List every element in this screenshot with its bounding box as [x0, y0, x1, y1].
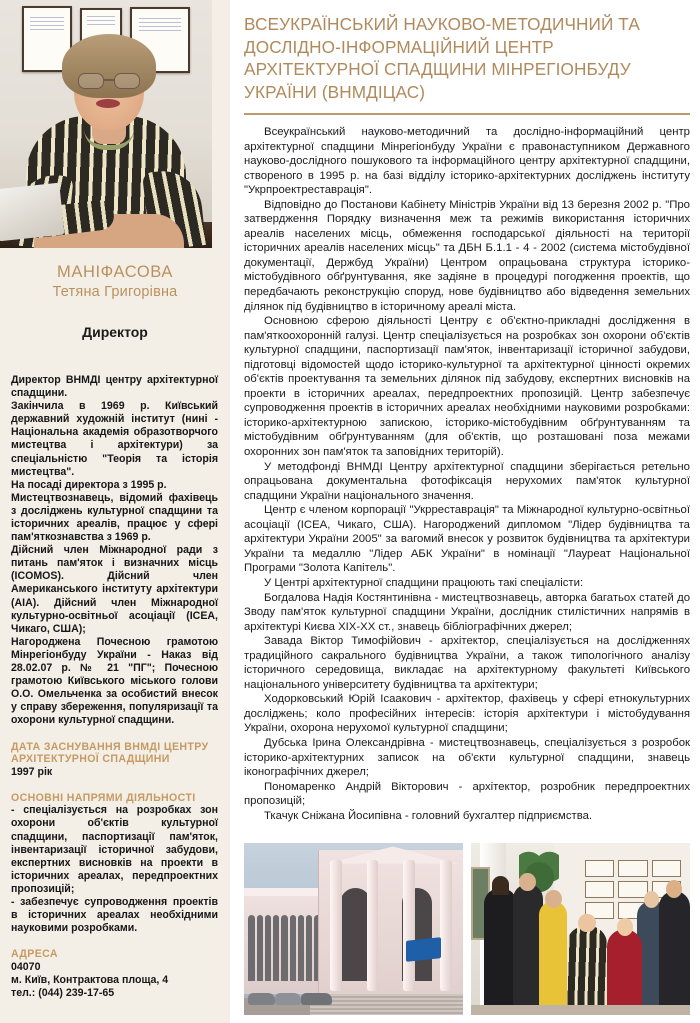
glasses-icon	[78, 73, 140, 88]
staff-person-seated	[607, 929, 642, 1015]
staff-person-head	[578, 914, 596, 933]
staff-person-head	[519, 873, 535, 891]
person-mouth	[96, 99, 120, 108]
sidebar	[0, 0, 230, 1023]
main-activities-section	[0, 792, 230, 936]
article-paragraph: Пономаренко Андрій Вікторович - архітектор, розробник передпроектних пропозицій;	[244, 780, 690, 808]
article-paragraph: Відповідно до Постанови Кабінету Міністрів України від 13 березня 2002 р. "Про затвердження Порядку визначення меж та режимів використання історичних ареалів населених місць, обмеження господарської діяльності на території історичних ареалів населених місць" та ДБН Б.1.1 - 4 - 2002 (система містобудівної документації, Держбуд України) Центром опрацьована структура історико-містобудівного обґрунтування, яке задіяне в процедурі погодження проектів, що передбачають реконструкцію споруд, нове будівництво або відведення земельних ділянок під будівництво в історичному ареалі міста.	[244, 198, 690, 313]
columns	[327, 860, 458, 991]
main-activities-list	[0, 804, 230, 935]
bio-paragraph: Директор ВНМДІ центру архітектурної спадщини.	[11, 373, 218, 400]
founding-date-section	[0, 741, 230, 779]
bio-paragraph: Нагороджена Почесною грамотою Мінрегіонбуду України - Наказ від 28.02.07 р. № 21 "ПГ"; Почесною грамотою Київського міського голови О.О. Омельченка за особистий внесок у справу збереження, популяризації та охорони культурної спадщини.	[11, 635, 218, 727]
founding-date-value: 1997 рік	[11, 765, 53, 778]
address-section	[0, 948, 230, 1000]
desk-papers	[0, 183, 65, 242]
bio-paragraph: Дійсний член Міжнародної ради з питань пам'яток і визначних місць (ICOMOS). Дійсний член Американського інституту архітектури (AIA). Дійсний член Міжнародної культурно-освітньої асоціації (ICEA, Чикаго, США);	[11, 544, 218, 635]
staff-person-hair	[492, 876, 510, 895]
parked-car	[301, 993, 332, 1005]
article-paragraph: Богдалова Надія Костянтинівна - мистецтвознавець, авторка багатьох статей до Зводу пам'яток культурної спадщини України, дослідник стилістичних напрямів в архітектурі Києва XIX-XX ст., знавець бібліографічних джерел;	[244, 591, 690, 633]
person-hair	[62, 34, 156, 98]
blue-banner	[406, 937, 441, 961]
article-paragraph: Всеукраїнський науково-методичний та дослідно-інформаційний центр архітектурної спадщини Мінрегіонбуду України є правонаступником Державного науково-дослідного пошукового та інформаційного центру архітектурної спадщини, створеного в 1995 р. на базі відділу історико-архітектурних досліджень інституту "Укрпроектреставрація".	[244, 126, 690, 197]
address-phone: тел.: (044) 239-17-65	[11, 987, 115, 1000]
address-details	[0, 961, 230, 1000]
article-body	[244, 125, 690, 823]
staff-person	[659, 891, 690, 1015]
arcade-arches	[248, 915, 320, 980]
parked-car	[275, 993, 301, 1005]
article-paragraph: У методфонді ВНМДІ Центру архітектурної спадщини зберігається ретельно опрацьована документальна фотофіксація нерухомих пам'яток культурної спадщини України національного значення.	[244, 460, 690, 502]
main-activities-heading: ОСНОВНІ НАПРЯМИ ДІЯЛЬНОСТІ	[11, 791, 196, 804]
bio-paragraph: Закінчила в 1969 р. Київський державний художній інститут (нині - Національна академія образотворчого мистецтва і архітектури) за спеціальністю "Теорія та історія мистецтва".	[11, 400, 218, 478]
title-divider	[244, 113, 690, 115]
director-biography	[0, 374, 230, 728]
entrance-steps	[310, 994, 463, 1015]
staff-group-photo	[471, 843, 690, 1015]
parked-car	[248, 993, 274, 1005]
staff-person-head	[617, 918, 633, 936]
staff-person-seated	[567, 926, 606, 1015]
article-paragraph: У Центрі архітектурної спадщини працюють такі спеціалісти:	[264, 576, 584, 589]
page-title: ВСЕУКРАЇНСЬКИЙ НАУКОВО-МЕТОДИЧНИЙ ТА ДОСЛІДНО-ІНФОРМАЦІЙНИЙ ЦЕНТР АРХІТЕКТУРНОЇ СПАДЩИНИ МІНРЕГІОНБУДУ УКРАЇНИ (ВНМДІЦАС)	[244, 14, 640, 102]
article-paragraph: Дубська Ірина Олександрівна - мистецтвознавець, спеціалізується з розробок історико-архітектурних записок на об'єкти культурної спадщини, знавець іконографічних джерел;	[244, 736, 690, 779]
building-cornice	[244, 888, 323, 897]
staff-person	[539, 901, 567, 1015]
activity-item: - спеціалізується на розробках зон охорони об'єктів культурної спадщини, паспортизації пам'яток, інвентаризації історичної забудови, експертних висновків на проекти в історичних ареалах, передпроектних пропозицій;	[11, 804, 218, 895]
main-content	[230, 0, 700, 1023]
founding-date-heading: ДАТА ЗАСНУВАННЯ ВНМДІ ЦЕНТРУ АРХІТЕКТУРНОЇ СПАДЩИНИ	[11, 740, 209, 766]
director-portrait-photo	[0, 0, 212, 248]
director-given-name: Тетяна Григорівна	[52, 284, 178, 301]
bio-paragraph: На посаді директора з 1995 р.	[11, 478, 167, 491]
address-street: м. Київ, Контрактова площа, 4	[11, 974, 169, 986]
article-paragraph: Центр є членом корпорації "Укрреставрація" та Міжнародної культурно-освітньої асоціації (ICEA, Чикаго, США). Нагороджений дипломом "Лідер будівництва та архітектури України 2005" за вагомий внесок у розвиток будівництва та архітектури України та медаллю "Лідер АБК України" в номінації "Лауреат Національної Програми "Золота Капітель".	[244, 504, 690, 575]
article-paragraph: Основною сферою діяльності Центру є об'єктно-прикладні дослідження в пам'яткоохоронній галузі. Центр спеціалізується на розробках зон охорони об'єктів культурної спадщини, паспортизації пам'яток, інвентаризації історичної забудови, підготовці відомостей щодо історико-культурної та архітектурної цінності окремих об'єктів проектування та земельних ділянок під забудову, експертних висновків на проекти в історичних ареалах, передпроектних пропозицій. Центр забезпечує супроводження проектів в історичних ареалах необхідними науковими розробками: історико-архітектурною запискою, історико-містобудівним обґрунтуванням та містобудівним обґрунтуванням (для об'єктів, що розташовані поза межами охоронних зон пам'яток та заповідних територій).	[244, 315, 690, 459]
floor	[471, 1005, 690, 1015]
address-zip: 04070	[11, 960, 41, 973]
article-paragraph: Ходорковський Юрій Ісаакович - архітектор, фахівець у сфері етнокультурних досліджень; коло професійних інтересів: історія архітектури і містобудування України, охорона нерухомої культурної спадщини;	[244, 693, 690, 735]
director-surname: МАНІФАСОВА	[57, 263, 173, 281]
activity-item: - забезпечує супроводження проектів в історичних ареалах необхідними науковими розробками.	[11, 896, 218, 935]
director-role: Директор	[82, 323, 148, 340]
address-heading: АДРЕСА	[11, 948, 58, 961]
building-photo	[244, 843, 463, 1015]
photo-strip	[244, 843, 690, 1015]
article-paragraph: Завада Віктор Тимофійович - архітектор, спеціалізується на дослідженнях традиційного сакрального будівництва України, а також типологічного аналізу історичного середовища, викладає на архітектурному факультеті Київського національного університету будівництва та архітектури;	[244, 635, 690, 691]
bio-paragraph: Мистецтвознавець, відомий фахівець з досліджень культурної спадщини та історичних ареалів, працює у сфері пам'яткознавства з 1969 р.	[11, 491, 218, 544]
article-paragraph: Ткачук Сніжана Йосипівна - головний бухгалтер підприємства.	[264, 809, 593, 822]
